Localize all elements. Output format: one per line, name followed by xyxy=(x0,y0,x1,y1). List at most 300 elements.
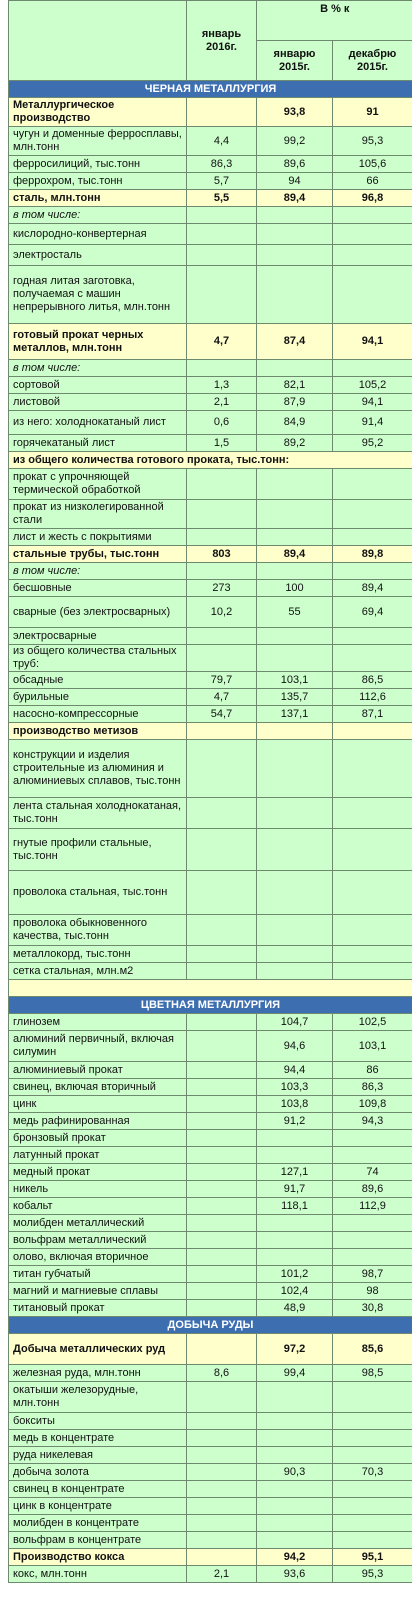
section-title: ЦВЕТНАЯ МЕТАЛЛУРГИЯ xyxy=(9,997,412,1014)
value-vs-dec-2015 xyxy=(333,224,412,245)
value-jan-2016 xyxy=(187,1549,257,1566)
table-row xyxy=(9,1232,412,1249)
value-vs-dec-2015 xyxy=(333,946,412,963)
value-jan-2016: 2,1 xyxy=(187,1566,257,1583)
value-jan-2016 xyxy=(187,1181,257,1198)
table-row xyxy=(9,1413,412,1430)
value-vs-dec-2015: 105,6 xyxy=(333,156,412,173)
row-label: магний и магниевые сплавы xyxy=(9,1283,187,1300)
value-jan-2016 xyxy=(187,1164,257,1181)
table-row xyxy=(9,829,412,871)
value-vs-jan-2015 xyxy=(257,740,333,798)
value-vs-dec-2015: 87,1 xyxy=(333,706,412,723)
row-label: ферросилиций, тыс.тонн xyxy=(9,156,187,173)
row-label: руда никелевая xyxy=(9,1447,187,1464)
value-vs-dec-2015 xyxy=(333,1215,412,1232)
value-jan-2016 xyxy=(187,1130,257,1147)
value-vs-dec-2015 xyxy=(333,563,412,580)
value-vs-dec-2015 xyxy=(333,628,412,645)
value-vs-jan-2015 xyxy=(257,360,333,377)
row-label: титановый прокат xyxy=(9,1300,187,1317)
value-vs-dec-2015: 112,9 xyxy=(333,1198,412,1215)
value-vs-jan-2015: 94,4 xyxy=(257,1062,333,1079)
value-vs-jan-2015: 100 xyxy=(257,580,333,597)
value-vs-dec-2015: 98 xyxy=(333,1283,412,1300)
value-vs-dec-2015 xyxy=(333,1498,412,1515)
value-jan-2016 xyxy=(187,1266,257,1283)
row-label: бесшовные xyxy=(9,580,187,597)
value-jan-2016 xyxy=(187,207,257,224)
table-row xyxy=(9,580,412,597)
table-row xyxy=(9,529,412,546)
row-label: годная литая заготовка, получаемая с машин непрерывного литья, млн.тонн xyxy=(9,266,187,324)
table-row xyxy=(9,411,412,435)
table-row xyxy=(9,1031,412,1062)
value-vs-dec-2015: 91,4 xyxy=(333,411,412,435)
value-jan-2016: 1,5 xyxy=(187,435,257,452)
value-vs-dec-2015: 30,8 xyxy=(333,1300,412,1317)
value-vs-dec-2015: 95,2 xyxy=(333,435,412,452)
value-vs-dec-2015 xyxy=(333,529,412,546)
table-row xyxy=(9,1096,412,1113)
table-row xyxy=(9,1515,412,1532)
table-row xyxy=(9,324,412,360)
value-jan-2016: 4,7 xyxy=(187,324,257,360)
table-row xyxy=(9,452,412,469)
value-vs-dec-2015 xyxy=(333,798,412,829)
value-vs-jan-2015: 135,7 xyxy=(257,689,333,706)
value-vs-jan-2015 xyxy=(257,500,333,529)
table-row xyxy=(9,1130,412,1147)
value-vs-dec-2015 xyxy=(333,469,412,500)
table-row xyxy=(9,997,412,1014)
value-vs-jan-2015: 93,6 xyxy=(257,1566,333,1583)
row-label: кокс, млн.тонн xyxy=(9,1566,187,1583)
value-vs-jan-2015: 103,1 xyxy=(257,672,333,689)
row-label: латунный прокат xyxy=(9,1147,187,1164)
value-vs-jan-2015 xyxy=(257,266,333,324)
row-label: свинец в концентрате xyxy=(9,1481,187,1498)
value-vs-dec-2015 xyxy=(333,645,412,672)
row-label: Производство кокса xyxy=(9,1549,187,1566)
table-row xyxy=(9,1317,412,1334)
table-row xyxy=(9,173,412,190)
value-jan-2016 xyxy=(187,1300,257,1317)
row-label: кобальт xyxy=(9,1198,187,1215)
value-vs-dec-2015 xyxy=(333,1147,412,1164)
table-row xyxy=(9,980,412,997)
value-vs-dec-2015 xyxy=(333,829,412,871)
value-jan-2016 xyxy=(187,500,257,529)
row-label: сортовой xyxy=(9,377,187,394)
row-label: в том числе: xyxy=(9,563,187,580)
value-vs-jan-2015: 89,6 xyxy=(257,156,333,173)
value-vs-jan-2015: 137,1 xyxy=(257,706,333,723)
value-vs-jan-2015: 94,2 xyxy=(257,1549,333,1566)
value-vs-dec-2015: 109,8 xyxy=(333,1096,412,1113)
value-jan-2016 xyxy=(187,1079,257,1096)
value-jan-2016 xyxy=(187,1515,257,1532)
value-vs-jan-2015 xyxy=(257,563,333,580)
value-vs-jan-2015: 103,3 xyxy=(257,1079,333,1096)
value-vs-dec-2015 xyxy=(333,1532,412,1549)
header-col3: январю 2015г. xyxy=(257,41,333,81)
value-vs-dec-2015 xyxy=(333,1430,412,1447)
value-vs-dec-2015 xyxy=(333,963,412,980)
value-jan-2016 xyxy=(187,245,257,266)
value-jan-2016 xyxy=(187,563,257,580)
value-vs-jan-2015 xyxy=(257,871,333,915)
row-label: Металлургическое производство xyxy=(9,98,187,127)
value-jan-2016 xyxy=(187,871,257,915)
statistics-table xyxy=(8,0,412,1583)
value-vs-jan-2015 xyxy=(257,224,333,245)
value-vs-dec-2015 xyxy=(333,207,412,224)
value-vs-jan-2015: 103,8 xyxy=(257,1096,333,1113)
value-jan-2016 xyxy=(187,1382,257,1413)
value-jan-2016 xyxy=(187,1062,257,1079)
row-label: молибден в концентрате xyxy=(9,1515,187,1532)
table-row xyxy=(9,740,412,798)
row-label: никель xyxy=(9,1181,187,1198)
value-vs-dec-2015: 89,4 xyxy=(333,580,412,597)
table-row xyxy=(9,207,412,224)
table-row xyxy=(9,1464,412,1481)
value-jan-2016 xyxy=(187,1283,257,1300)
row-label: сталь, млн.тонн xyxy=(9,190,187,207)
value-vs-dec-2015 xyxy=(333,1515,412,1532)
value-vs-dec-2015: 96,8 xyxy=(333,190,412,207)
value-vs-jan-2015 xyxy=(257,628,333,645)
header-blank-cell xyxy=(9,1,187,81)
value-vs-dec-2015: 86,3 xyxy=(333,1079,412,1096)
table-row xyxy=(9,1014,412,1031)
table-row xyxy=(9,963,412,980)
value-jan-2016 xyxy=(187,1413,257,1430)
row-label: насосно-компрессорные xyxy=(9,706,187,723)
value-jan-2016: 54,7 xyxy=(187,706,257,723)
value-jan-2016 xyxy=(187,798,257,829)
value-vs-jan-2015 xyxy=(257,1232,333,1249)
value-vs-dec-2015 xyxy=(333,245,412,266)
value-jan-2016: 8,6 xyxy=(187,1365,257,1382)
table-row xyxy=(9,435,412,452)
value-vs-dec-2015 xyxy=(333,915,412,946)
row-label: бокситы xyxy=(9,1413,187,1430)
table-row xyxy=(9,377,412,394)
table-row xyxy=(9,81,412,98)
table-row xyxy=(9,546,412,563)
row-label: глинозем xyxy=(9,1014,187,1031)
value-jan-2016 xyxy=(187,1096,257,1113)
value-vs-jan-2015 xyxy=(257,798,333,829)
table-row xyxy=(9,689,412,706)
value-vs-jan-2015: 102,4 xyxy=(257,1283,333,1300)
value-vs-jan-2015 xyxy=(257,1481,333,1498)
value-jan-2016 xyxy=(187,723,257,740)
table-row xyxy=(9,394,412,411)
section-title: ЧЕРНАЯ МЕТАЛЛУРГИЯ xyxy=(9,81,412,98)
header-group: В % к xyxy=(257,1,412,41)
value-vs-jan-2015: 91,7 xyxy=(257,1181,333,1198)
table-row xyxy=(9,1249,412,1266)
table-row xyxy=(9,1300,412,1317)
table-row xyxy=(9,1365,412,1382)
value-vs-jan-2015: 87,4 xyxy=(257,324,333,360)
table-row xyxy=(9,1164,412,1181)
value-vs-jan-2015 xyxy=(257,469,333,500)
row-label: вольфрам в концентрате xyxy=(9,1532,187,1549)
row-label: алюминий первичный, включая силумин xyxy=(9,1031,187,1062)
value-vs-jan-2015 xyxy=(257,1430,333,1447)
value-jan-2016 xyxy=(187,1113,257,1130)
value-vs-dec-2015 xyxy=(333,1249,412,1266)
value-vs-jan-2015 xyxy=(257,645,333,672)
row-label: производство метизов xyxy=(9,723,187,740)
value-jan-2016 xyxy=(187,645,257,672)
row-label: прокат с упрочняющей термической обработкой xyxy=(9,469,187,500)
value-jan-2016 xyxy=(187,628,257,645)
table-row xyxy=(9,1566,412,1583)
value-vs-jan-2015 xyxy=(257,723,333,740)
value-vs-jan-2015 xyxy=(257,1215,333,1232)
value-vs-dec-2015 xyxy=(333,1481,412,1498)
table-row xyxy=(9,1382,412,1413)
value-vs-dec-2015: 94,3 xyxy=(333,1113,412,1130)
table-row xyxy=(9,245,412,266)
value-vs-dec-2015: 112,6 xyxy=(333,689,412,706)
row-label: чугун и доменные ферросплавы, млн.тонн xyxy=(9,127,187,156)
value-vs-dec-2015 xyxy=(333,500,412,529)
table-row xyxy=(9,266,412,324)
row-label: из общего количества стальных труб: xyxy=(9,645,187,672)
value-vs-jan-2015: 89,4 xyxy=(257,190,333,207)
value-vs-dec-2015: 94,1 xyxy=(333,394,412,411)
value-jan-2016 xyxy=(187,1147,257,1164)
value-vs-dec-2015: 102,5 xyxy=(333,1014,412,1031)
table-row xyxy=(9,469,412,500)
table-row xyxy=(9,1079,412,1096)
value-vs-dec-2015: 95,3 xyxy=(333,1566,412,1583)
row-label: лист и жесть с покрытиями xyxy=(9,529,187,546)
value-vs-jan-2015: 48,9 xyxy=(257,1300,333,1317)
table-row xyxy=(9,706,412,723)
row-label: листовой xyxy=(9,394,187,411)
value-jan-2016 xyxy=(187,1481,257,1498)
row-label: конструкции и изделия строительные из алюминия и алюминиевых сплавов, тыс.тонн xyxy=(9,740,187,798)
value-vs-jan-2015: 99,2 xyxy=(257,127,333,156)
value-jan-2016: 86,3 xyxy=(187,156,257,173)
row-label: прокат из низколегированной стали xyxy=(9,500,187,529)
row-label: из него: холоднокатаный лист xyxy=(9,411,187,435)
row-label: цинк в концентрате xyxy=(9,1498,187,1515)
value-jan-2016 xyxy=(187,1249,257,1266)
row-label: Добыча металлических руд xyxy=(9,1334,187,1365)
value-vs-jan-2015: 87,9 xyxy=(257,394,333,411)
value-vs-dec-2015 xyxy=(333,360,412,377)
value-vs-jan-2015: 89,4 xyxy=(257,546,333,563)
table-row xyxy=(9,1198,412,1215)
table-row xyxy=(9,915,412,946)
value-vs-dec-2015: 86,5 xyxy=(333,672,412,689)
value-jan-2016 xyxy=(187,1532,257,1549)
value-vs-jan-2015 xyxy=(257,1498,333,1515)
table-row xyxy=(9,1266,412,1283)
table-row xyxy=(9,1532,412,1549)
row-label: металлокорд, тыс.тонн xyxy=(9,946,187,963)
value-jan-2016: 2,1 xyxy=(187,394,257,411)
value-vs-jan-2015 xyxy=(257,1447,333,1464)
value-vs-jan-2015: 91,2 xyxy=(257,1113,333,1130)
value-vs-jan-2015 xyxy=(257,915,333,946)
value-vs-dec-2015: 70,3 xyxy=(333,1464,412,1481)
value-vs-dec-2015: 95,1 xyxy=(333,1549,412,1566)
table-row xyxy=(9,500,412,529)
row-label: окатыши железорудные, млн.тонн xyxy=(9,1382,187,1413)
row-label: горячекатаный лист xyxy=(9,435,187,452)
value-jan-2016 xyxy=(187,1334,257,1365)
value-vs-dec-2015: 86 xyxy=(333,1062,412,1079)
row-label: лента стальная холоднокатаная, тыс.тонн xyxy=(9,798,187,829)
table-row xyxy=(9,1334,412,1365)
value-vs-dec-2015: 69,4 xyxy=(333,597,412,628)
row-label: цинк xyxy=(9,1096,187,1113)
table-row xyxy=(9,1062,412,1079)
value-vs-dec-2015: 94,1 xyxy=(333,324,412,360)
table-row xyxy=(9,1113,412,1130)
value-vs-jan-2015: 99,4 xyxy=(257,1365,333,1382)
value-vs-dec-2015 xyxy=(333,1232,412,1249)
table-row xyxy=(9,224,412,245)
value-vs-jan-2015 xyxy=(257,245,333,266)
value-vs-jan-2015 xyxy=(257,529,333,546)
value-vs-jan-2015: 94 xyxy=(257,173,333,190)
table-row xyxy=(9,1447,412,1464)
row-label: проволока обыкновенного качества, тыс.тонн xyxy=(9,915,187,946)
value-vs-jan-2015 xyxy=(257,1382,333,1413)
row-label: феррохром, тыс.тонн xyxy=(9,173,187,190)
value-vs-jan-2015: 101,2 xyxy=(257,1266,333,1283)
value-jan-2016 xyxy=(187,1447,257,1464)
row-label: обсадные xyxy=(9,672,187,689)
value-vs-dec-2015: 105,2 xyxy=(333,377,412,394)
value-jan-2016 xyxy=(187,740,257,798)
row-label: из общего количества готового проката, тыс.тонн: xyxy=(9,452,412,469)
value-vs-jan-2015: 90,3 xyxy=(257,1464,333,1481)
value-jan-2016 xyxy=(187,946,257,963)
header-col4: декабрю 2015г. xyxy=(333,41,412,81)
row-label: сетка стальная, млн.м2 xyxy=(9,963,187,980)
table-row xyxy=(9,1430,412,1447)
row-label: электросварные xyxy=(9,628,187,645)
value-vs-dec-2015: 66 xyxy=(333,173,412,190)
row-label: медь в концентрате xyxy=(9,1430,187,1447)
table-row xyxy=(9,798,412,829)
value-jan-2016 xyxy=(187,1430,257,1447)
value-jan-2016 xyxy=(187,915,257,946)
value-jan-2016 xyxy=(187,1215,257,1232)
row-label: медь рафинированная xyxy=(9,1113,187,1130)
value-vs-jan-2015 xyxy=(257,1515,333,1532)
value-vs-jan-2015: 55 xyxy=(257,597,333,628)
value-jan-2016 xyxy=(187,1198,257,1215)
value-jan-2016: 79,7 xyxy=(187,672,257,689)
value-jan-2016 xyxy=(187,1498,257,1515)
value-jan-2016 xyxy=(187,266,257,324)
row-label: кислородно-конвертерная xyxy=(9,224,187,245)
value-vs-dec-2015 xyxy=(333,740,412,798)
row-label: электросталь xyxy=(9,245,187,266)
row-label: молибден металлический xyxy=(9,1215,187,1232)
value-vs-dec-2015 xyxy=(333,266,412,324)
row-label: стальные трубы, тыс.тонн xyxy=(9,546,187,563)
section-title: ДОБЫЧА РУДЫ xyxy=(9,1317,412,1334)
row-label: алюминиевый прокат xyxy=(9,1062,187,1079)
value-jan-2016: 5,5 xyxy=(187,190,257,207)
value-vs-dec-2015: 98,5 xyxy=(333,1365,412,1382)
value-vs-dec-2015: 103,1 xyxy=(333,1031,412,1062)
value-jan-2016 xyxy=(187,224,257,245)
table-row xyxy=(9,1498,412,1515)
value-vs-dec-2015: 91 xyxy=(333,98,412,127)
table-row xyxy=(9,563,412,580)
table-row xyxy=(9,1215,412,1232)
table-row xyxy=(9,1181,412,1198)
value-jan-2016: 4,4 xyxy=(187,127,257,156)
row-label: гнутые профили стальные, тыс.тонн xyxy=(9,829,187,871)
value-jan-2016: 0,6 xyxy=(187,411,257,435)
value-vs-dec-2015: 89,6 xyxy=(333,1181,412,1198)
table-row xyxy=(9,98,412,127)
row-label: свинец, включая вторичный xyxy=(9,1079,187,1096)
value-vs-jan-2015 xyxy=(257,1249,333,1266)
value-vs-dec-2015: 74 xyxy=(333,1164,412,1181)
value-vs-jan-2015 xyxy=(257,963,333,980)
table-row xyxy=(9,1147,412,1164)
table-row xyxy=(9,156,412,173)
table-row xyxy=(9,190,412,207)
value-jan-2016: 10,2 xyxy=(187,597,257,628)
row-label: в том числе: xyxy=(9,207,187,224)
table-row xyxy=(9,871,412,915)
value-jan-2016 xyxy=(187,469,257,500)
row-label: вольфрам металлический xyxy=(9,1232,187,1249)
table-row xyxy=(9,672,412,689)
row-label: сварные (без электросварных) xyxy=(9,597,187,628)
header-col2: январь 2016г. xyxy=(187,1,257,81)
value-vs-dec-2015: 95,3 xyxy=(333,127,412,156)
row-label: железная руда, млн.тонн xyxy=(9,1365,187,1382)
table-row xyxy=(9,127,412,156)
table-row xyxy=(9,1481,412,1498)
row-label: в том числе: xyxy=(9,360,187,377)
value-vs-jan-2015: 118,1 xyxy=(257,1198,333,1215)
value-vs-dec-2015: 89,8 xyxy=(333,546,412,563)
table-row xyxy=(9,645,412,672)
value-jan-2016 xyxy=(187,98,257,127)
value-vs-jan-2015: 94,6 xyxy=(257,1031,333,1062)
value-vs-jan-2015 xyxy=(257,1532,333,1549)
table-row xyxy=(9,723,412,740)
value-jan-2016 xyxy=(187,360,257,377)
value-vs-jan-2015: 89,2 xyxy=(257,435,333,452)
value-vs-dec-2015 xyxy=(333,1413,412,1430)
row-label: медный прокат xyxy=(9,1164,187,1181)
value-vs-jan-2015 xyxy=(257,946,333,963)
value-jan-2016 xyxy=(187,1232,257,1249)
row-label: готовый прокат черных металлов, млн.тонн xyxy=(9,324,187,360)
value-jan-2016: 5,7 xyxy=(187,173,257,190)
